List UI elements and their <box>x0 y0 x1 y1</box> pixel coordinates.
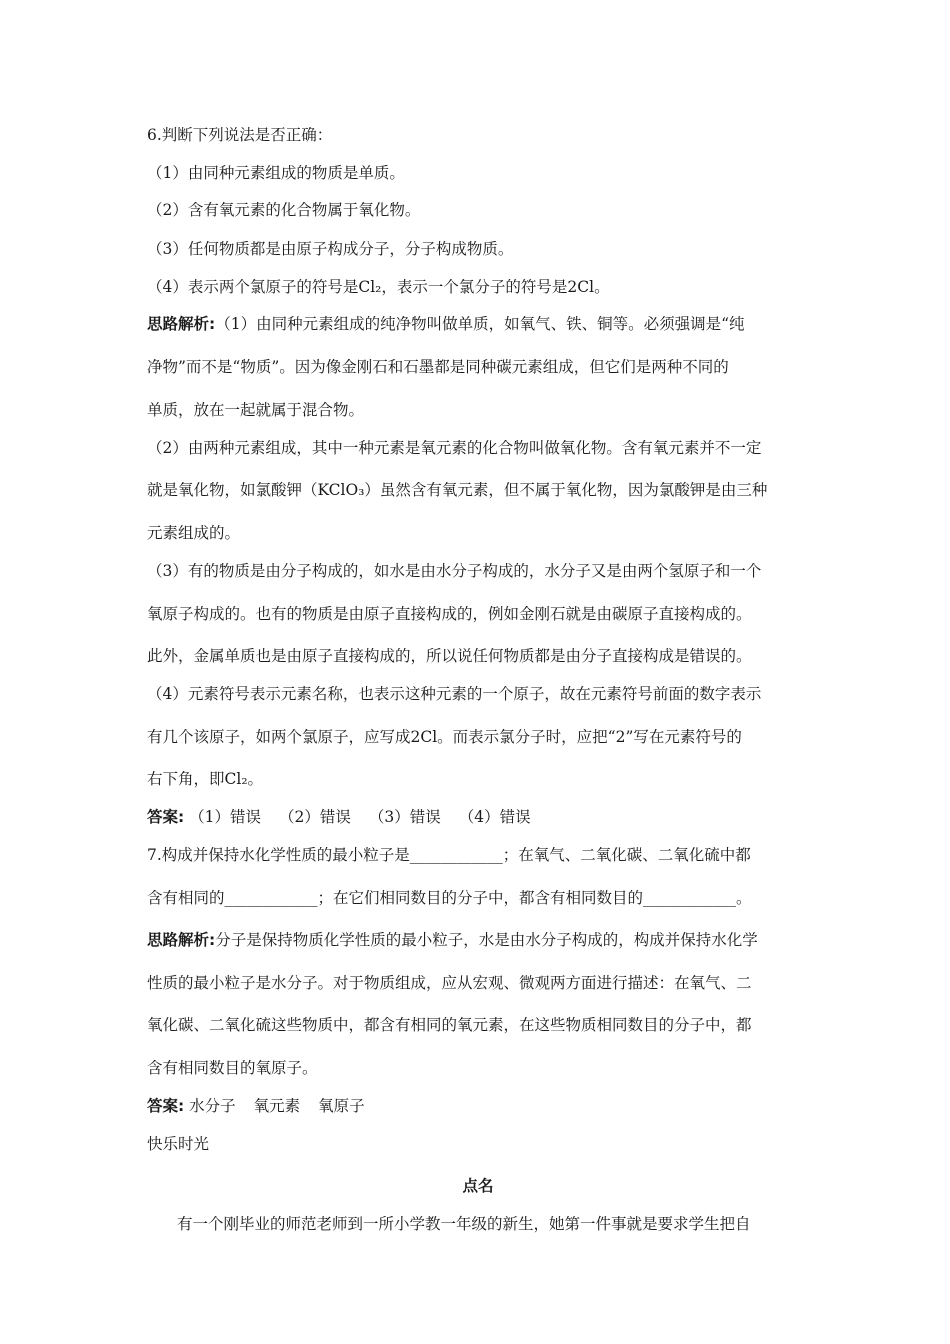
q7-analysis-line-2: 性质的最小粒子是水分子。对于物质组成，应从宏观、微观两方面进行描述：在氧气、二 <box>147 974 752 992</box>
q7-analysis-line-1: 思路解析:分子是保持物质化学性质的最小粒子，水是由水分子构成的，构成并保持水化学 <box>147 931 758 949</box>
q6-analysis-line-2: 净物”而不是“物质”。因为像金刚石和石墨都是同种碳元素组成，但它们是两种不同的 <box>147 358 729 376</box>
story-title: 点名 <box>462 1177 494 1195</box>
q7-stem-line-1: 7.构成并保持水化学性质的最小粒子是____________；在氧气、二氧化碳、二氧化硫中都 <box>147 846 751 864</box>
q6-analysis-line-7: （3）有的物质是由分子构成的，如水是由水分子构成的，水分子又是由两个氢原子和一个 <box>147 562 762 580</box>
q7-answer-3: 氧原子 <box>318 1097 365 1115</box>
q7-answer-label: 答案: <box>147 1097 185 1115</box>
q6-analysis-line-3: 单质，放在一起就属于混合物。 <box>147 401 365 419</box>
q7-analysis-label: 思路解析: <box>147 931 216 949</box>
q6-analysis-line-1: 思路解析:（1）由同种元素组成的纯净物叫做单质，如氧气、铁、铜等。必须强调是“纯 <box>147 315 745 333</box>
q6-answer <box>147 807 809 827</box>
q6-stem: 6.判断下列说法是否正确： <box>147 126 333 144</box>
q6-analysis-line-11: 有几个该原子，如两个氯原子，应写成2Cl。而表示氯分子时，应把“2”写在元素符号的 <box>147 728 742 746</box>
q6-item-1: （1）由同种元素组成的物质是单质。 <box>147 164 405 182</box>
q7-answer-1: 水分子 <box>189 1097 236 1115</box>
q6-answer-label: 答案: <box>147 808 185 826</box>
q6-item-3: （3）任何物质都是由原子构成分子，分子构成物质。 <box>147 240 514 258</box>
q7-stem-line-2: 含有相同的____________；在它们相同数目的分子中，都含有相同数目的____________。 <box>147 889 752 907</box>
q6-analysis-line-10: （4）元素符号表示元素名称，也表示这种元素的一个原子，故在元素符号前面的数字表示 <box>147 685 762 703</box>
q6-answer-3: （3）错误 <box>368 808 441 826</box>
q6-item-2: （2）含有氧元素的化合物属于氧化物。 <box>147 201 421 219</box>
q6-answer-2: （2）错误 <box>279 808 351 826</box>
q6-item-4: （4）表示两个氯原子的符号是Cl₂，表示一个氯分子的符号是2Cl。 <box>147 278 610 296</box>
q6-analysis-line-5: 就是氧化物，如氯酸钾（KClO₃）虽然含有氧元素，但不属于氧化物，因为氯酸钾是由三种 <box>147 481 768 499</box>
q7-analysis-line-3: 氧化碳、二氧化硫这些物质中，都含有相同的氧元素，在这些物质相同数目的分子中，都 <box>147 1016 752 1034</box>
q6-analysis-label: 思路解析: <box>147 315 216 333</box>
q6-answer-1: （1）错误 <box>189 808 262 826</box>
q7-analysis-line-4: 含有相同数目的氧原子。 <box>147 1059 318 1077</box>
q6-analysis-line-12: 右下角，即Cl₂。 <box>147 770 264 788</box>
q6-analysis-line-9: 此外，金属单质也是由原子直接构成的，所以说任何物质都是由分子直接构成是错误的。 <box>147 647 752 665</box>
q6-analysis-line-4: （2）由两种元素组成，其中一种元素是氧元素的化合物叫做氧化物。含有氧元素并不一定 <box>147 439 762 457</box>
q7-answer <box>147 1096 809 1116</box>
q6-answer-4: （4）错误 <box>458 808 531 826</box>
q7-answer-2: 氧元素 <box>253 1097 301 1115</box>
q6-analysis-line-6: 元素组成的。 <box>147 524 241 542</box>
story-first-line: 有一个刚毕业的师范老师到一所小学教一年级的新生，她第一件事就是要求学生把自 <box>177 1215 751 1233</box>
document-content <box>147 115 809 1233</box>
q6-analysis-line-8: 氧原子构成的。也有的物质是由原子直接构成的，例如金刚石就是由碳原子直接构成的。 <box>147 605 752 623</box>
happy-section-heading: 快乐时光 <box>147 1135 210 1153</box>
